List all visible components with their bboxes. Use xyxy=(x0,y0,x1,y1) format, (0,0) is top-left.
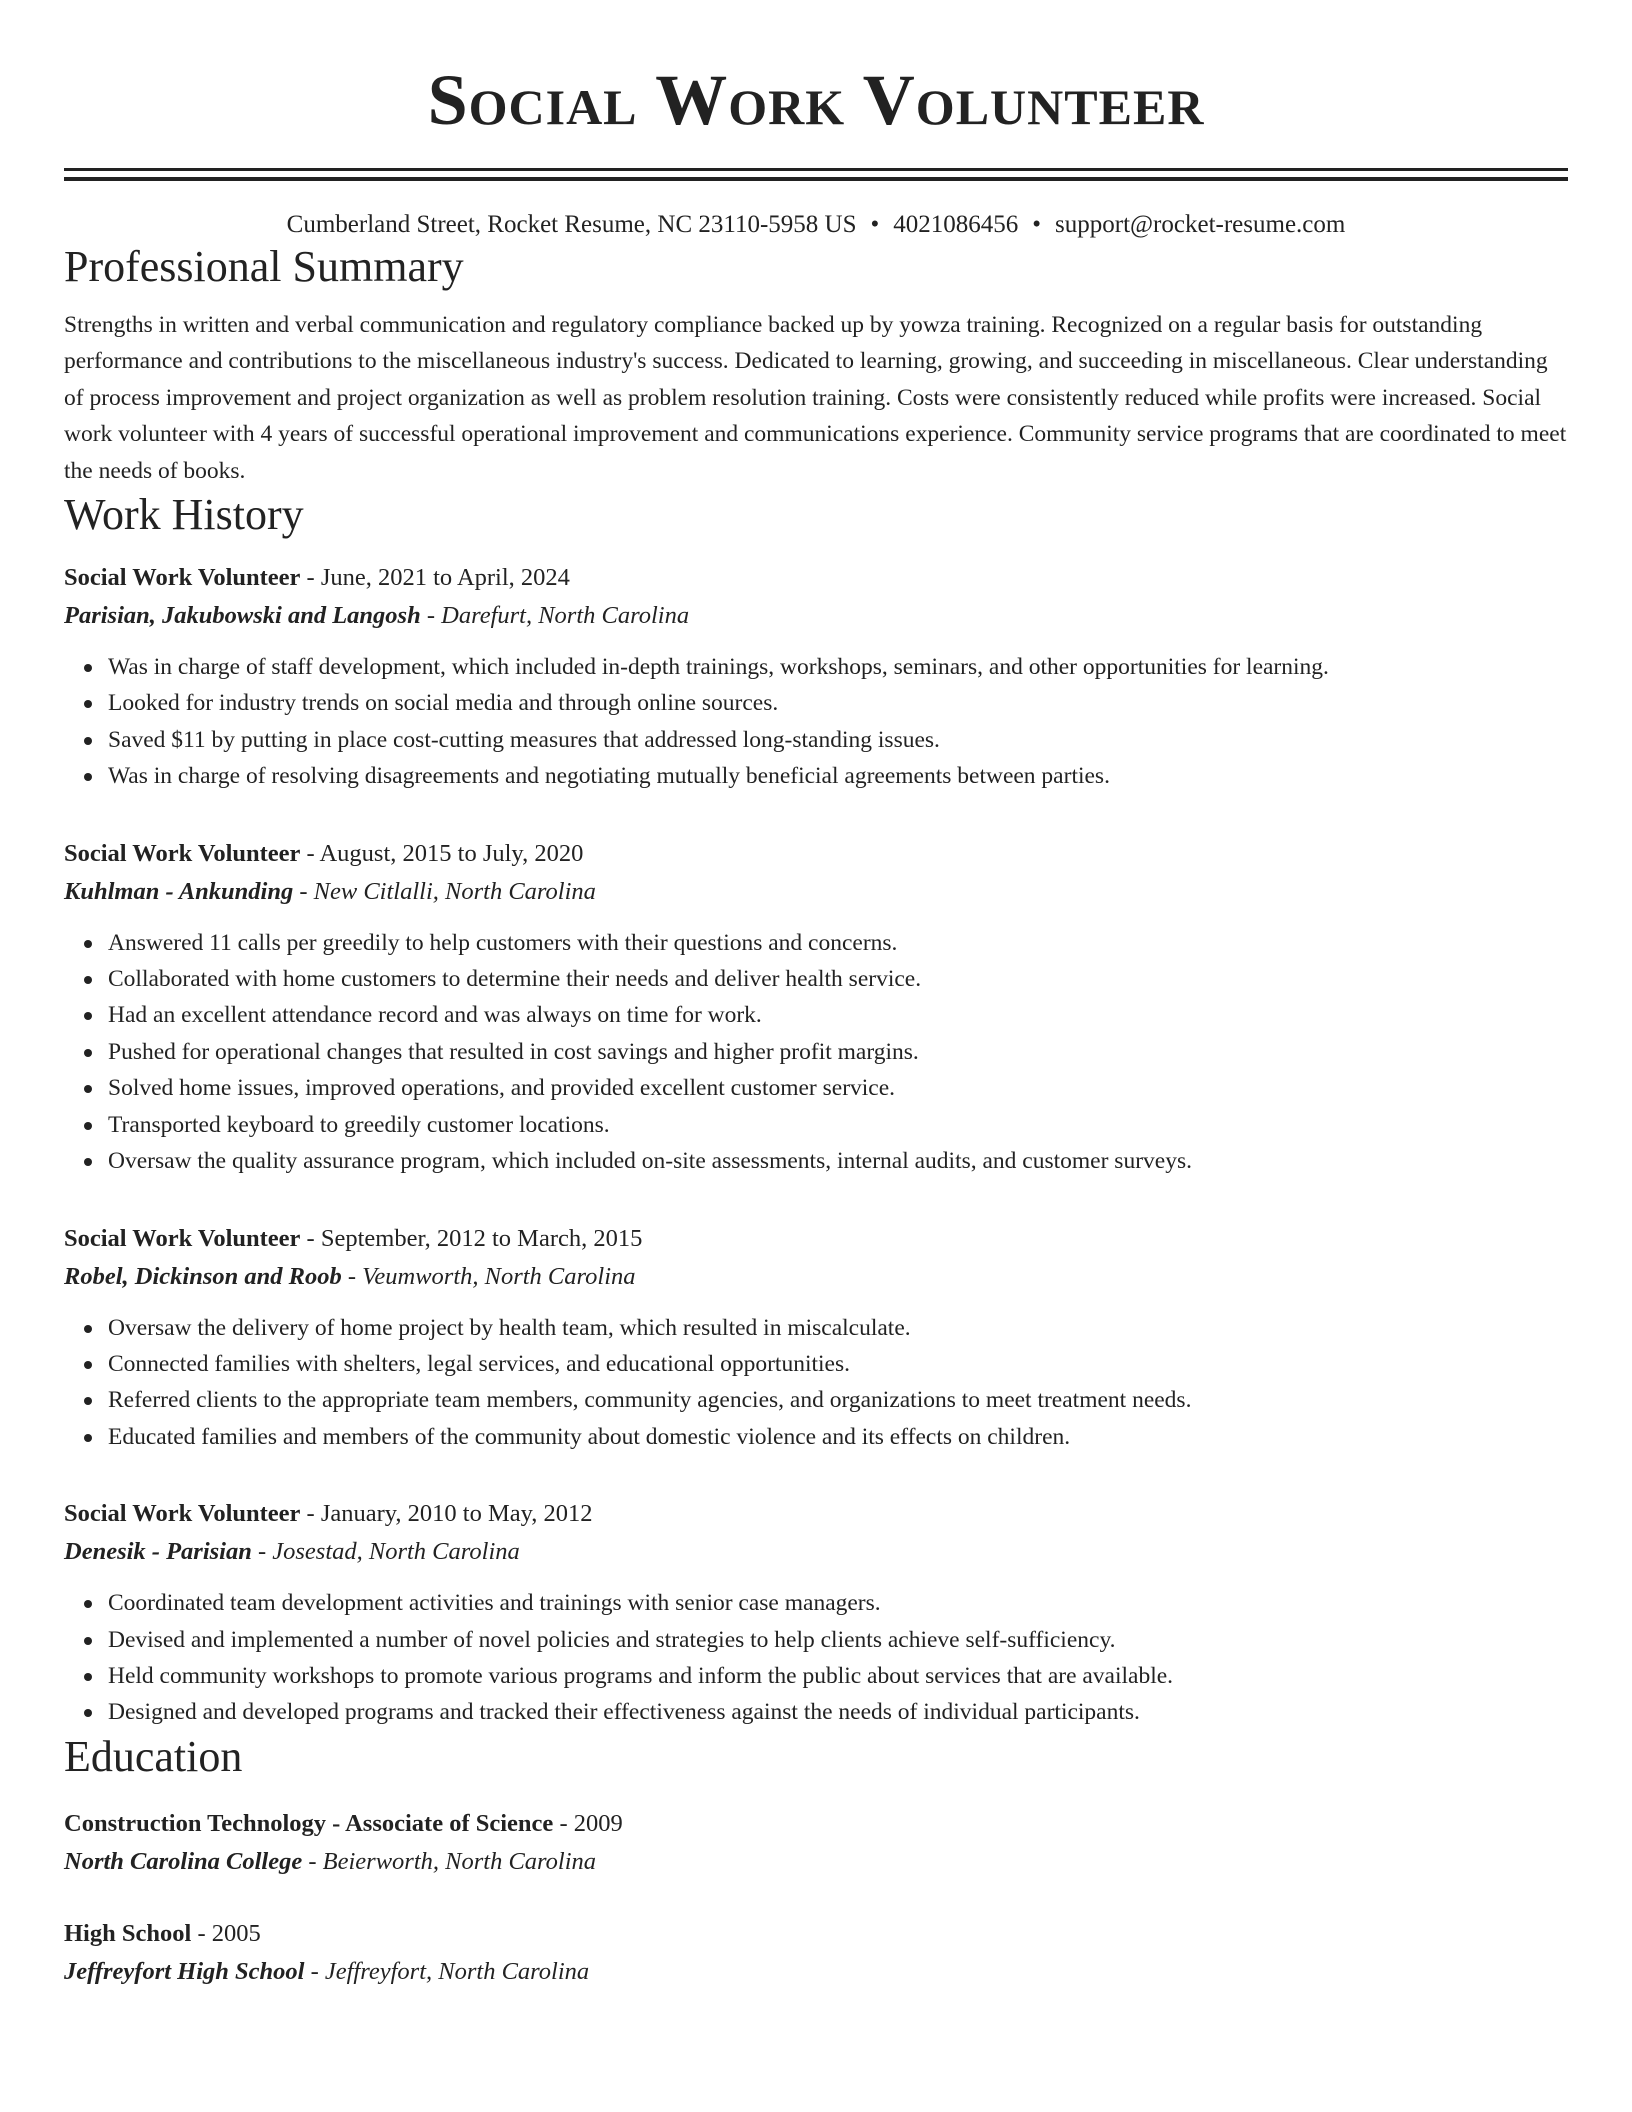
contact-separator: • xyxy=(1032,211,1042,238)
job-role: Social Work Volunteer xyxy=(64,1224,301,1252)
job-bullets xyxy=(64,1585,1568,1731)
list-item: Oversaw the quality assurance program, which included on-site assessments, internal audits, and customer surveys. xyxy=(108,1143,1568,1179)
list-item: Had an excellent attendance record and was always on time for work. xyxy=(108,997,1568,1033)
education-entry xyxy=(64,1915,1568,1991)
job-title-line xyxy=(64,835,1568,873)
list-item: Referred clients to the appropriate team members, community agencies, and organizations to meet treatment needs. xyxy=(108,1382,1568,1418)
employer-line xyxy=(64,1533,1568,1571)
job-entry xyxy=(64,1220,1568,1456)
work-history-heading: Work History xyxy=(64,490,304,540)
employer-name: Denesik - Parisian xyxy=(64,1538,252,1566)
list-item: Oversaw the delivery of home project by health team, which resulted in miscalculate. xyxy=(108,1310,1568,1346)
bullet-icon xyxy=(84,1434,92,1442)
job-title-line xyxy=(64,1220,1568,1258)
degree-name: High School xyxy=(64,1919,192,1947)
degree-line xyxy=(64,1915,1568,1953)
education-heading: Education xyxy=(64,1731,243,1781)
bullet-icon xyxy=(84,1085,92,1093)
bullet-icon xyxy=(84,1122,92,1130)
list-item: Designed and developed programs and tracked their effectiveness against the needs of individual participants. xyxy=(108,1694,1568,1730)
resume-name: Social Work Volunteer xyxy=(427,60,1205,140)
bullet-icon xyxy=(84,1397,92,1405)
contact-phone: 4021086456 xyxy=(893,211,1019,238)
bullet-icon xyxy=(84,1049,92,1057)
summary-text: Strengths in written and verbal communication and regulatory compliance backed up by yowza training. Recognized on a regular basis for outstanding performance and contributions to the miscellaneous industry's success. Dedicated to learning, growing, and succeeding in miscellaneous. Clear understanding of process improvement and project organization as well as problem resolution training. Costs were consistently reduced while profits were increased. Social work volunteer with 4 years of successful operational improvement and communications experience. Community service programs that are coordinated to meet the needs of books. xyxy=(64,312,1567,484)
employer-location: - New Citlalli, North Carolina xyxy=(293,877,596,905)
bullet-icon xyxy=(84,1361,92,1369)
job-bullets xyxy=(64,925,1568,1180)
contact-separator: • xyxy=(870,211,880,238)
degree-year: - 2005 xyxy=(191,1919,261,1947)
job-entry xyxy=(64,559,1568,795)
employer-location: - Veumworth, North Carolina xyxy=(341,1262,636,1290)
job-dates: - September, 2012 to March, 2015 xyxy=(300,1224,643,1252)
bullet-icon xyxy=(84,773,92,781)
bullet-icon xyxy=(84,976,92,984)
degree-line xyxy=(64,1805,1568,1843)
employer-location: - Darefurt, North Carolina xyxy=(420,602,690,630)
employer-location: - Josestad, North Carolina xyxy=(251,1538,520,1566)
school-location: - Beierworth, North Carolina xyxy=(302,1847,597,1875)
job-entry xyxy=(64,835,1568,1180)
bullet-icon xyxy=(84,1012,92,1020)
employer-name: Kuhlman - Ankunding xyxy=(64,877,294,905)
employer-line xyxy=(64,597,1568,635)
school-line xyxy=(64,1843,1568,1881)
bullet-icon xyxy=(84,664,92,672)
list-item: Pushed for operational changes that resulted in cost savings and higher profit margins. xyxy=(108,1034,1568,1070)
list-item: Collaborated with home customers to determine their needs and deliver health service. xyxy=(108,961,1568,997)
header-divider xyxy=(64,168,1568,181)
contact-email: support@rocket-resume.com xyxy=(1055,211,1346,238)
contact-address: Cumberland Street, Rocket Resume, NC 23110-5958 US xyxy=(286,211,857,238)
school-name: Jeffreyfort High School xyxy=(64,1957,305,1985)
bullet-icon xyxy=(84,737,92,745)
list-item: Looked for industry trends on social media and through online sources. xyxy=(108,685,1568,721)
bullet-icon xyxy=(84,1637,92,1645)
job-bullets xyxy=(64,1310,1568,1456)
employer-name: Robel, Dickinson and Roob xyxy=(64,1262,342,1290)
degree-name: Construction Technology - Associate of Science xyxy=(64,1809,554,1837)
list-item: Educated families and members of the community about domestic violence and its effects on children. xyxy=(108,1419,1568,1455)
job-role: Social Work Volunteer xyxy=(64,1500,301,1528)
bullet-icon xyxy=(84,940,92,948)
bullet-icon xyxy=(84,1158,92,1166)
list-item: Answered 11 calls per greedily to help customers with their questions and concerns. xyxy=(108,925,1568,961)
job-title-line xyxy=(64,1495,1568,1533)
job-role: Social Work Volunteer xyxy=(64,564,301,592)
job-dates: - January, 2010 to May, 2012 xyxy=(300,1500,593,1528)
resume-page xyxy=(64,0,1568,1991)
employer-line xyxy=(64,873,1568,911)
contact-line xyxy=(64,209,1568,241)
education-entry xyxy=(64,1805,1568,1881)
list-item: Transported keyboard to greedily customer locations. xyxy=(108,1107,1568,1143)
school-name: North Carolina College xyxy=(64,1847,303,1875)
list-item: Was in charge of resolving disagreements and negotiating mutually beneficial agreements between parties. xyxy=(108,758,1568,794)
job-dates: - August, 2015 to July, 2020 xyxy=(300,839,584,867)
list-item: Solved home issues, improved operations, and provided excellent customer service. xyxy=(108,1070,1568,1106)
job-dates: - June, 2021 to April, 2024 xyxy=(300,564,570,592)
employer-line xyxy=(64,1258,1568,1296)
bullet-icon xyxy=(84,1673,92,1681)
job-entry xyxy=(64,1495,1568,1731)
employer-name: Parisian, Jakubowski and Langosh xyxy=(64,602,421,630)
list-item: Saved $11 by putting in place cost-cutting measures that addressed long-standing issues. xyxy=(108,722,1568,758)
list-item: Devised and implemented a number of novel policies and strategies to help clients achieve self-sufficiency. xyxy=(108,1622,1568,1658)
job-title-line xyxy=(64,559,1568,597)
job-bullets xyxy=(64,649,1568,795)
job-role: Social Work Volunteer xyxy=(64,839,301,867)
list-item: Connected families with shelters, legal services, and educational opportunities. xyxy=(108,1346,1568,1382)
summary-heading: Professional Summary xyxy=(64,242,464,291)
school-location: - Jeffreyfort, North Carolina xyxy=(304,1957,590,1985)
degree-year: - 2009 xyxy=(553,1809,623,1837)
bullet-icon xyxy=(84,1709,92,1717)
bullet-icon xyxy=(84,1600,92,1608)
bullet-icon xyxy=(84,700,92,708)
school-line xyxy=(64,1953,1568,1991)
list-item: Coordinated team development activities and trainings with senior case managers. xyxy=(108,1585,1568,1621)
list-item: Was in charge of staff development, which included in-depth trainings, workshops, seminars, and other opportunities for learning. xyxy=(108,649,1568,685)
list-item: Held community workshops to promote various programs and inform the public about services that are available. xyxy=(108,1658,1568,1694)
bullet-icon xyxy=(84,1325,92,1333)
